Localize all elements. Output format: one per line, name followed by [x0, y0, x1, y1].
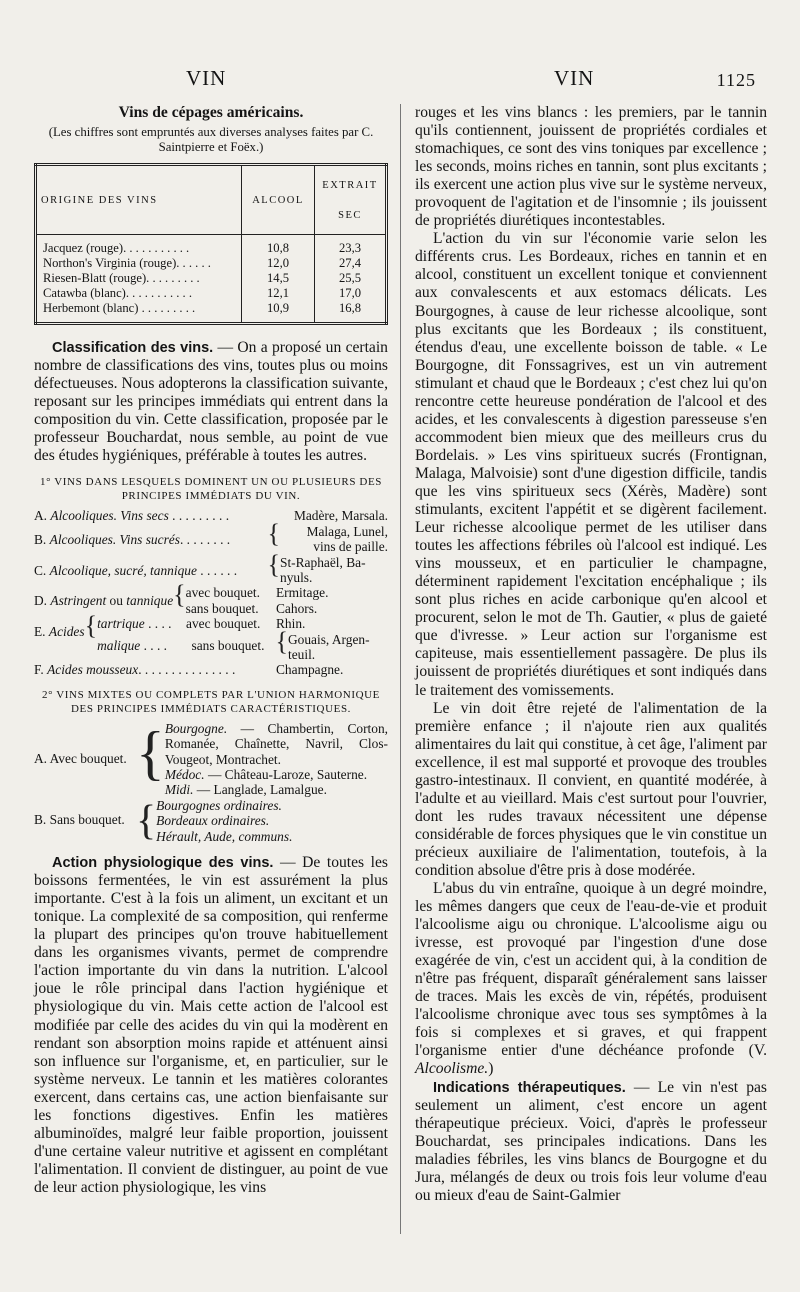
- analysis-table: [34, 163, 388, 325]
- action-paragraph: Action physiologique des vins. — De toutes les boissons fermentées, le vin est assurément la plus importante. C'est à la fois un aliment, un excitant et un tonique. La complexité de sa composition, qui renferme la plupart des principes qu'on trouve habituellement dans les organismes vivants, permet de comprendre l'action importante du vin dans la nutrition. L'alcool joue le rôle principal dans l'action hygiénique et physiologique du vin. Mais cette action de l'alcool est modifiée par celle des acides du vin qui la modèrent en rendant son absorption moins rapide et atténuent ainsi son influence sur l'organisme, et, en particulier, sur le système nerveux. Le tannin et les matières colorantes exercent, dans certains cas, une action bienfaisante sur les fonctions digestives. Enfin les matières albuminoïdes, malgré leur faible proportion, jouissent d'une certaine valeur nutritive et agissent en complétant l'alimentation. Il convient de distinguer, au point de vue de leur action physiologique, les vins: [34, 854, 388, 1196]
- list-item: C. Alcoolique, sucré, tannique . . . . . . { St-Raphaël, Ba- nyuls.: [34, 549, 366, 585]
- left-column: [34, 104, 388, 1197]
- paragraph: L'action du vin sur l'économie varie selon les différents crus. Les Bordeaux, riches en tannin et en alcool, constituent un excellent tonique et conviennent aux convalescents et aux estomacs délicats. Les Bourgognes, à cause de leur richesse alcoolique, sont plus excitants que les Bordeaux ; ils constituent, étendus d'eau, une excellente boisson de table. « Le Bourgogne, dit Fonssagrives, est un vin autrement stimulant et chaud que le Bordeaux ; c'est chez lui qu'on rencontre cette heureuse pondération de l'alcool et des acides, et les convalescents à digestion paresseuse s'en accommodent bien mieux que des meilleurs crus du Bordelais. » Les vins spiritueux sucrés (Frontignan, Malaga, Malvoisie) sont d'une digestion difficile, tandis que les vins spiritueux secs (Xérès, Madère) sont stimulants, excitent l'appétit et se digèrent facilement. Leur richesse alcoolique permet de les utiliser dans toutes les affections fébriles où l'alcool est indiqué. Les vins mousseux, et en particulier le champagne, déterminent rapidement l'excitation encéphalique ; ils sont plus riches en acide carbonique qu'en alcool et procurent, selon le mot de Th. Gautier, « plus de gaieté que d'ivresse. » Leur action sur l'organisme est capiteuse, mais essentiellement passagère. De plus ils jouissent de propriétés diurétiques et sont indiqués dans le traitement des vomissements.: [415, 230, 767, 699]
- table-row: Catawba (blanc). . . . . . . . . . . 12,1 17,0: [43, 286, 362, 301]
- list-item: B. Sans bouquet. { Bourgognes ordinaires. Bordeaux ordinaires. Hérault, Aude, communs.: [34, 797, 293, 844]
- classification-subheading-1: 1° VINS DANS LESQUELS DOMINENT UN OU PLUSIEURS DES PRINCIPES IMMÉDIATS DU VIN.: [39, 476, 382, 503]
- classification-paragraph: Classification des vins. — On a proposé un certain nombre de classifications des vins, toutes plus ou moins défectueuses. Nous adopterons la classification suivante, reposant sur les principes immédiats qui entrent dans la composition du vin. Cette classification, proposée par le professeur Bouchardat, nous semble, au point de vue des études hygiéniques, préférable à toutes les autres.: [34, 339, 388, 465]
- classification-subheading-2: 2° VINS MIXTES OU COMPLETS PAR L'UNION HARMONIQUE DES PRINCIPES IMMÉDIATS CARACTÉRISTIQUES.: [42, 688, 380, 715]
- table-row: Northon's Virginia (rouge). . . . . . 12,0 27,4: [43, 256, 362, 271]
- list-item: E. Acides { tartrique . . . . avec bouquet. Rhin. malique . . . . sans bouquet. { Gouais, Argen- teuil.: [34, 611, 370, 663]
- running-head-center: VIN: [554, 66, 595, 90]
- source-note: (Les chiffres sont empruntés aux diverses analyses faites par C. Saintpierre et Foëx.): [48, 125, 374, 155]
- indications-paragraph: Indications thérapeutiques. — Le vin n'est pas seulement un aliment, c'est encore un agent thérapeutique précieux. Voici, d'après le professeur Bouchardat, ses principales indications. Dans les maladies fébriles, les vins blancs de Bourgogne et du Jura, mélangés de deux ou trois fois leur volume d'eau ou mieux d'eau de Saint-Galmier: [415, 1078, 767, 1204]
- table-header-extrait: EXTRAIT SEC: [315, 165, 387, 235]
- column-divider: [400, 104, 401, 1234]
- paragraph: rouges et les vins blancs : les premiers, par le tannin qu'ils contiennent, jouissent de propriétés cordiales et stomachiques, ce sont des vins toniques par excellence ; les seconds, moins riches en tannin, sont plus excitants ; ils exercent une action plus vive sur le système nerveux, provoquent de l'agitation et de l'insomnie ; ils jouissent de propriétés diurétiques incontestables.: [415, 104, 767, 230]
- table-header-origin: ORIGINE DES VINS: [36, 165, 242, 235]
- page-number: 1125: [716, 70, 756, 90]
- classification-list-2: [34, 721, 388, 844]
- table-row: Herbemont (blanc) . . . . . . . . . 10,9 16,8: [36, 301, 387, 324]
- paragraph: L'abus du vin entraîne, quoique à un degré moindre, les mêmes dangers que ceux de l'eau-de-vie et produit l'alcoolisme aigu ou chronique. L'alcoolisme aigu ou ivresse, est provoqué par l'ingestion d'une dose exagérée de vin, c'est un accident qui, à la condition de n'être pas fréquent, disparaît généralement sans laisser de traces. Mais les excès de vin, répétés, produisent l'alcoolisme chronique avec tous ses symptômes à la fois si complexes et si graves, et qui frappent l'organisme entier d'une déchéance profonde (V. Alcoolisme.): [415, 880, 767, 1078]
- classification-list-1: [34, 508, 388, 677]
- table-row: Riesen-Blatt (rouge). . . . . . . . . 14,5 25,5: [43, 271, 362, 286]
- paragraph: Le vin doit être rejeté de l'alimentation de la première enfance ; il n'ajoute rien aux qualités alimentaires du lait qui constitue, à cet âge, l'aliment par excellence, il est mal supporté et provoque des troubles gastro-intestinaux. Il convient, en quantité modérée, à l'adulte et au vieillard. Mais c'est surtout pour l'ouvrier, dont les rudes travaux nécessitent une dépense considérable de forces physiques que le vin constitue un précieux auxiliaire de l'alimentation, toutefois, à la condition absolue d'être pris à dose modérée.: [415, 699, 767, 879]
- list-item: A. Alcooliques. Vins secs . . . . . . . . . Madère, Marsala.: [34, 508, 388, 524]
- table-header-alcool: ALCOOL: [242, 165, 315, 235]
- list-item: F. Acides mousseux. . . . . . . . . . . . . . . Champagne.: [34, 662, 344, 678]
- table-row: Jacquez (rouge). . . . . . . . . . . 10,8 23,3: [36, 235, 387, 257]
- list-item: A. Avec bouquet. { Bourgogne. — Chambertin, Corton, Romanée, Chaînette, Navril, Clos-Vougeot, Montrachet. Médoc. — Château-Laroze, Sauterne. Midi. — Langlade, Lamalgue.: [34, 719, 388, 798]
- section-title: Vins de cépages américains.: [118, 104, 304, 121]
- right-column: [415, 104, 767, 1205]
- running-head-left: VIN: [186, 66, 227, 90]
- list-item: B. Alcooliques. Vins sucrés. . . . . . . . { Malaga, Lunel, vins de paille.: [34, 518, 388, 555]
- list-item: D. Astringent ou tannique { avec bouquet. Ermitage. sans bouquet. Cahors.: [34, 580, 329, 616]
